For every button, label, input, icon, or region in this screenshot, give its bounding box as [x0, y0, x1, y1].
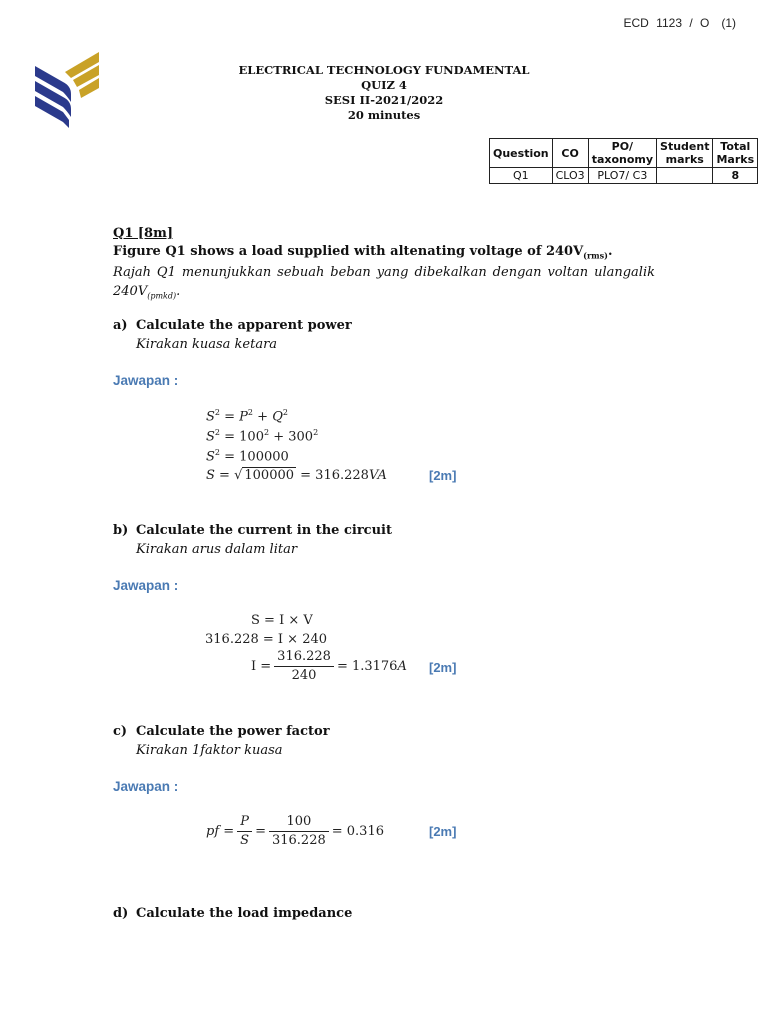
- eq-a4: S = √ 100000 = 316.228VA: [206, 468, 387, 483]
- course-code: ECD 1123 / O: [623, 16, 710, 30]
- question-text-main: Figure Q1 shows a load supplied with altenating voltage of 240V: [113, 244, 584, 259]
- question-malay-end: .: [176, 284, 181, 299]
- eq-c1-num2: 100: [269, 813, 329, 832]
- eq-c1-den2: 316.228: [271, 833, 326, 848]
- eq-a1-sq3: 2: [282, 408, 288, 417]
- part-c-answer-label: Jawapan :: [113, 779, 179, 794]
- eq-c1-lhs: pf =: [206, 824, 235, 839]
- part-c-malay: Kirakan 1faktor kuasa: [136, 743, 283, 758]
- eq-b3-result: = 1.3176: [336, 659, 398, 674]
- col-po: PO/ taxonomy: [588, 139, 656, 168]
- eq-a4-lhs: S: [206, 468, 215, 483]
- part-a-marks: [2m]: [429, 468, 457, 483]
- session: SESI II-2021/2022: [324, 93, 444, 107]
- page-number: (1): [721, 16, 736, 30]
- eq-b3-unit: A: [397, 659, 407, 674]
- eq-a2: [206, 428, 318, 444]
- part-b-malay: Kirakan arus dalam litar: [136, 542, 298, 557]
- table-row: [490, 168, 758, 184]
- eq-a2-sq2: 2: [263, 428, 270, 437]
- eq-a4-unit: VA: [368, 468, 387, 483]
- eq-c1-frac2: [269, 813, 329, 850]
- eq-a4-eq: =: [219, 468, 230, 483]
- eq-c1-frac1: [237, 813, 252, 850]
- duration: 20 minutes: [347, 108, 421, 122]
- part-a-text: Calculate the apparent power: [136, 318, 352, 333]
- col-question: Question: [490, 139, 553, 168]
- eq-b3-lhs: I =: [251, 659, 272, 674]
- document-code: [624, 16, 736, 30]
- eq-a1-sq1: 2: [214, 408, 220, 417]
- quiz-header: [0, 63, 768, 123]
- eq-a1-sq2: 2: [247, 408, 254, 417]
- eq-c1-den1: S: [240, 833, 250, 848]
- eq-c1-result: = 0.316: [331, 824, 384, 839]
- part-d-label: d): [113, 906, 129, 921]
- col-co: CO: [552, 139, 588, 168]
- col-student-marks: Student marks: [657, 139, 713, 168]
- question-malay: [113, 263, 655, 306]
- question-malay-sub: (pmkd): [147, 291, 177, 301]
- course-title: ELECTRICAL TECHNOLOGY FUNDAMENTAL: [238, 63, 530, 77]
- eq-a2-lhs: S: [206, 429, 215, 445]
- eq-a1-lhs: S: [206, 409, 215, 425]
- eq-a1-p: P: [239, 409, 248, 425]
- question-malay-main: Rajah Q1 menunjukkan sebuah beban yang dibekalkan dengan voltan ulangalik 240V: [113, 265, 655, 299]
- cell-co: CLO3: [552, 168, 588, 184]
- eq-a1: $S^2 = P^2 + Q^2$: [206, 408, 288, 425]
- eq-a4-root: 100000: [244, 468, 295, 483]
- eq-a3-lhs: S: [206, 449, 215, 465]
- eq-b3-den: 240: [291, 668, 317, 683]
- part-b-marks: [2m]: [429, 660, 457, 675]
- eq-a2-sq1: 2: [214, 428, 220, 437]
- cell-question: Q1: [490, 168, 553, 184]
- cell-student-marks[interactable]: [657, 168, 713, 184]
- cell-po: PLO7/ C3: [588, 168, 656, 184]
- eq-b1: S = I × V: [251, 613, 313, 628]
- eq-b3-num: 316.228: [274, 648, 334, 667]
- marks-table-header-row: [490, 139, 758, 168]
- question-heading: Q1 [8m]: [113, 226, 173, 241]
- eq-c1-eq: =: [255, 824, 266, 839]
- eq-a2-sq3: 2: [313, 428, 319, 437]
- part-c-text: Calculate the power factor: [136, 724, 330, 739]
- part-c-marks: [2m]: [429, 824, 457, 839]
- part-b-text: Calculate the current in the circuit: [136, 523, 392, 538]
- eq-a2-rhs: = 100: [224, 429, 264, 445]
- eq-a3-sq: 2: [214, 448, 220, 457]
- part-a-question: [113, 318, 352, 333]
- eq-a3: [206, 448, 289, 464]
- part-a-label: a): [113, 318, 128, 333]
- part-d-question: [113, 906, 352, 921]
- eq-b3-fraction: [274, 648, 334, 685]
- eq-a2-plus: + 300: [273, 429, 314, 445]
- col-total-marks: Total Marks: [713, 139, 758, 168]
- eq-c1: [206, 813, 384, 850]
- eq-c1-num1: P: [237, 813, 252, 832]
- part-b-label: b): [113, 523, 129, 538]
- eq-b2: 316.228 = I × 240: [205, 632, 328, 647]
- part-a-malay: Kirakan kuasa ketara: [136, 337, 278, 352]
- eq-a1-plus: +: [257, 409, 269, 425]
- cell-total-marks: 8: [713, 168, 758, 184]
- question-text-end: .: [607, 244, 613, 259]
- marks-table: [489, 138, 758, 184]
- eq-a3-rhs: = 100000: [224, 449, 289, 465]
- part-b-question: [113, 523, 392, 538]
- part-c-label: c): [113, 724, 128, 739]
- part-b-answer-label: Jawapan :: [113, 578, 179, 593]
- question-text: [113, 244, 612, 261]
- eq-b3: [251, 648, 407, 685]
- part-d-text: Calculate the load impedance: [136, 906, 353, 921]
- eq-a4-result: = 316.228: [300, 468, 369, 483]
- part-c-question: [113, 724, 330, 739]
- quiz-number: QUIZ 4: [361, 78, 407, 92]
- question-text-sub: (rms): [583, 250, 608, 261]
- eq-a1-q: Q: [272, 409, 283, 425]
- part-a-answer-label: Jawapan :: [113, 373, 179, 388]
